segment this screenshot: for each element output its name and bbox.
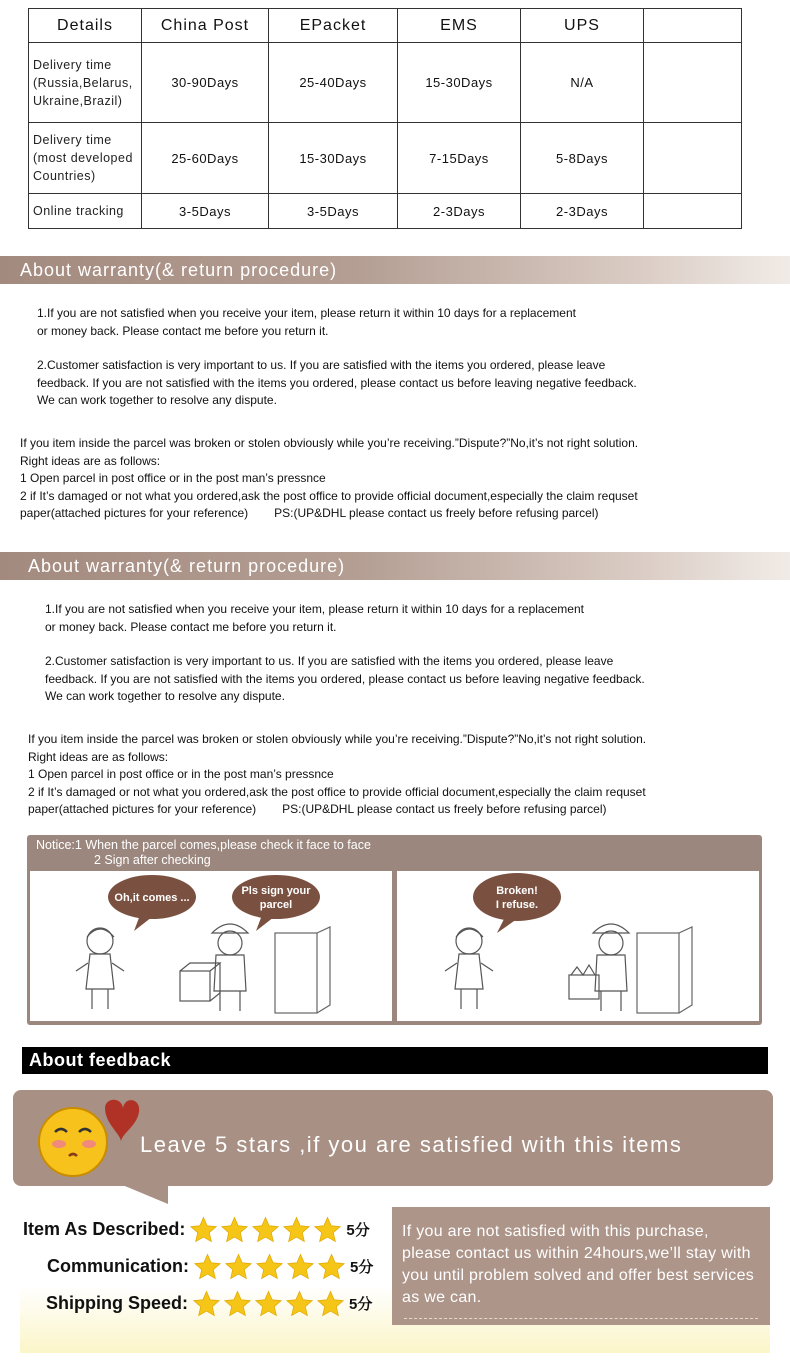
paragraph-line: 1.If you are not satisfied when you receive your item, please return it within 10 days for a replacement (45, 602, 584, 616)
table-cell: 2-3Days (398, 194, 521, 229)
paragraph-line: We can work together to resolve any dispute. (45, 689, 285, 703)
section-title: About warranty(& return procedure) (20, 260, 338, 280)
paragraph-line: If you item inside the parcel was broken or stolen obviously while you’re receiving.”Dispute?”No,it’s not right solution. (20, 436, 639, 450)
star-icon (220, 1215, 249, 1244)
table-cell: 25-60Days (142, 123, 269, 194)
table-cell: N/A (521, 43, 644, 123)
illustration-delivery (30, 871, 392, 1021)
warranty-header-band (0, 552, 790, 580)
star-icon (223, 1289, 252, 1318)
star-icon (285, 1289, 314, 1318)
row-label-line: Ukraine,Brazil) (33, 93, 123, 108)
paragraph-line (28, 801, 646, 819)
feedback-header-bar (22, 1047, 768, 1074)
speech-tail (120, 1184, 168, 1204)
bubble-text: Pls sign your (241, 885, 311, 897)
rating-row (46, 1289, 372, 1317)
paragraph-line: 2 if It’s damaged or not what you ordered,ask the post office to provide official document,especially the claim requset (28, 784, 646, 799)
table-header-cell: EPacket (269, 9, 398, 43)
rating-score: 5分 (350, 1258, 374, 1276)
star-rating (193, 1252, 348, 1281)
rating-label: Communication: (47, 1255, 189, 1276)
table-cell: 30-90Days (142, 43, 269, 123)
paragraph-line: We can work together to resolve any dispute. (37, 393, 277, 407)
star-icon (251, 1215, 280, 1244)
paragraph-line: 2.Customer satisfaction is very important to us. If you are satisfied with the items you ordered, please leave (37, 358, 606, 372)
table-cell (644, 123, 742, 194)
paragraph-line: If you item inside the parcel was broken or stolen obviously while you’re receiving.”Dispute?”No,it’s not right solution. (28, 732, 647, 746)
paragraph-line: Right ideas are as follows: (28, 749, 169, 764)
row-label (29, 123, 142, 194)
dispute-text (20, 435, 638, 523)
paragraph-line: 1 Open parcel in post office or in the post man’s pressnce (20, 471, 326, 485)
paragraph-line: feedback. If you are not satisfied with the items you ordered, please contact us before leaving negative feedback. (37, 375, 637, 390)
star-icon (254, 1289, 283, 1318)
star-icon (255, 1252, 284, 1281)
star-icon (224, 1252, 253, 1281)
table-cell: 7-15Days (398, 123, 521, 194)
table-header-cell: EMS (398, 9, 521, 43)
illustration-refusal (397, 871, 759, 1021)
notice-panel (27, 835, 762, 1025)
star-icon (192, 1289, 221, 1318)
paragraph-line: 1 Open parcel in post office or in the post man’s pressnce (28, 767, 334, 781)
star-icon (317, 1252, 346, 1281)
dissatisfaction-note (392, 1207, 770, 1325)
table-cell: 15-30Days (398, 43, 521, 123)
bubble-text: parcel (259, 899, 293, 911)
dispute-text (28, 731, 646, 819)
paragraph-line: 2.Customer satisfaction is very important to us. If you are satisfied with the items you ordered, please leave (45, 654, 614, 668)
row-label-line: Delivery time (33, 57, 112, 72)
star-rating (192, 1289, 347, 1318)
ps-note: PS:(UP&DHL please contact us freely before refusing parcel) (274, 506, 599, 520)
rating-score: 5分 (349, 1295, 373, 1313)
notice-line: Notice:1 When the parcel comes,please check it face to face (36, 838, 371, 852)
bubble-text: I refuse. (495, 899, 539, 911)
star-icon (282, 1215, 311, 1244)
table-header-cell: China Post (142, 9, 269, 43)
paragraph-line: or money back. Please contact me before you return it. (37, 323, 329, 338)
bubble-text: Broken! (496, 885, 538, 897)
table-header-cell: UPS (521, 9, 644, 43)
rating-score: 5分 (346, 1221, 370, 1239)
row-label (29, 43, 142, 123)
table-row (29, 43, 742, 123)
row-label-line: (Russia,Belarus, (33, 75, 133, 90)
note-text: If you are not satisfied with this purchase, please contact us within 24hours,we’ll stay with you until problem solved and offer best services as we can. (402, 1223, 755, 1306)
row-label: Online tracking (29, 194, 142, 229)
delivery-illustration (30, 871, 392, 1021)
table-header-cell: Details (29, 9, 142, 43)
bubble-text: Oh,it comes ... (114, 892, 190, 904)
table-row (29, 194, 742, 229)
table-cell (644, 194, 742, 229)
warranty-header-band (0, 256, 790, 284)
table-cell: 5-8Days (521, 123, 644, 194)
paragraph-line: 1.If you are not satisfied when you receive your item, please return it within 10 days for a replacement (37, 306, 576, 320)
refusal-illustration (397, 871, 759, 1021)
table-cell: 15-30Days (269, 123, 398, 194)
star-icon (189, 1215, 218, 1244)
notice-text (36, 838, 371, 868)
table-cell: 2-3Days (521, 194, 644, 229)
feedback-message: Leave 5 stars ,if you are satisfied with this items (140, 1132, 683, 1157)
divider (404, 1318, 758, 1319)
paragraph-line: feedback. If you are not satisfied with the items you ordered, please contact us before leaving negative feedback. (45, 671, 645, 686)
table-cell: 25-40Days (269, 43, 398, 123)
star-icon (193, 1252, 222, 1281)
row-label-line: Delivery time (33, 133, 112, 147)
paragraph-fragment: paper(attached pictures for your reference) (20, 506, 249, 520)
rating-row (23, 1215, 370, 1243)
table-header-cell (644, 9, 742, 43)
table-row (29, 123, 742, 194)
row-label-line: Countries) (33, 169, 96, 183)
section-title: About warranty(& return procedure) (28, 556, 346, 576)
paragraph-fragment: paper(attached pictures for your reference) (28, 802, 257, 816)
section-title: About feedback (29, 1050, 172, 1070)
notice-line: 2 Sign after checking (94, 853, 211, 867)
table-header-row (29, 9, 742, 43)
warranty-body (45, 601, 645, 706)
rating-label: Item As Described: (23, 1218, 186, 1239)
shipping-table (28, 8, 742, 229)
star-icon (286, 1252, 315, 1281)
star-rating (189, 1215, 344, 1244)
rating-label: Shipping Speed: (46, 1292, 188, 1313)
paragraph-line: 2 if It’s damaged or not what you ordered,ask the post office to provide official document,especially the claim requset (20, 488, 638, 503)
row-label-line: (most developed (33, 151, 133, 165)
star-icon (313, 1215, 342, 1244)
warranty-body (37, 305, 637, 410)
table-cell: 3-5Days (142, 194, 269, 229)
table-cell (644, 43, 742, 123)
feedback-banner (13, 1090, 773, 1186)
rating-row (47, 1252, 373, 1280)
paragraph-line (20, 505, 638, 523)
ps-note: PS:(UP&DHL please contact us freely before refusing parcel) (282, 802, 607, 816)
paragraph-line: Right ideas are as follows: (20, 453, 161, 468)
star-icon (316, 1289, 345, 1318)
paragraph-line: or money back. Please contact me before you return it. (45, 619, 337, 634)
smiley-heart-icon (31, 1094, 141, 1182)
table-cell: 3-5Days (269, 194, 398, 229)
